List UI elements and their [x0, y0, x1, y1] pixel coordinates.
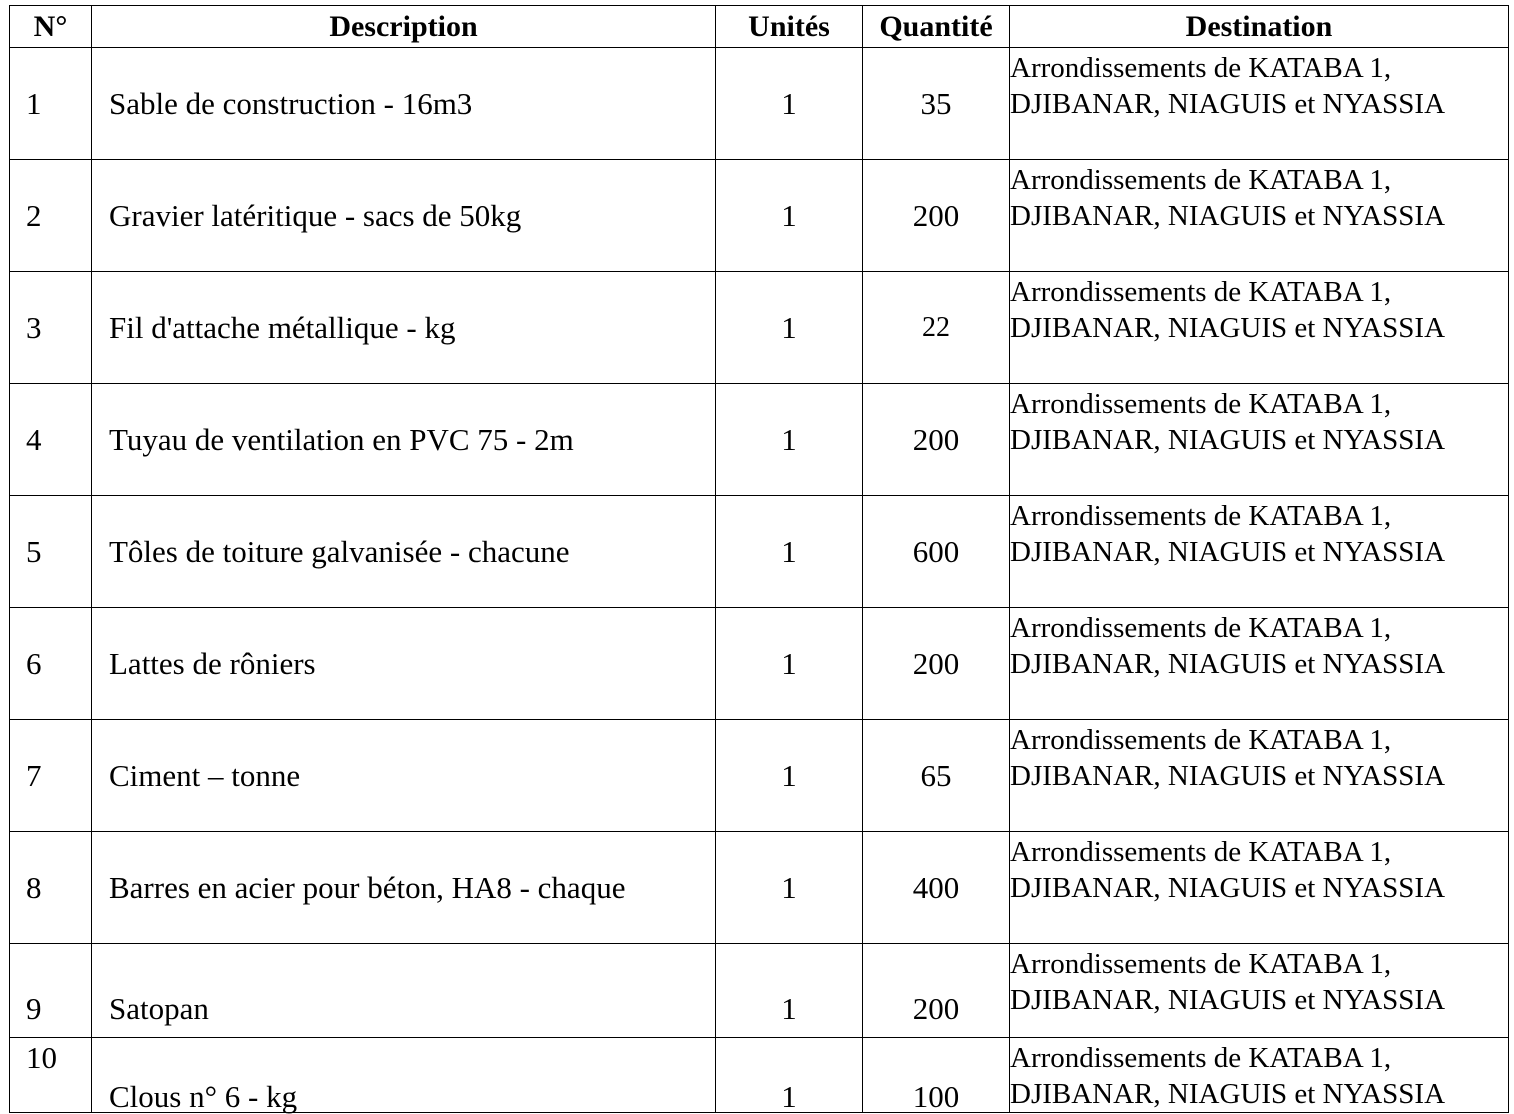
row-units: 1	[716, 272, 863, 384]
row-number: 8	[10, 832, 92, 944]
row-destination	[1010, 944, 1509, 1038]
row-units: 1	[716, 608, 863, 720]
table-row	[10, 496, 1509, 608]
row-quantity: 200	[863, 944, 1010, 1038]
row-description: Tôles de toiture galvanisée - chacune	[92, 496, 716, 608]
row-description: Satopan	[92, 944, 716, 1038]
row-destination	[1010, 496, 1509, 608]
table-row	[10, 48, 1509, 160]
row-destination	[1010, 832, 1509, 944]
row-quantity: 35	[863, 48, 1010, 160]
row-number: 3	[10, 272, 92, 384]
row-number: 10	[10, 1038, 92, 1113]
row-destination	[1010, 384, 1509, 496]
row-units: 1	[716, 160, 863, 272]
row-quantity: 200	[863, 608, 1010, 720]
header-units: Unités	[716, 6, 863, 48]
table-row	[10, 720, 1509, 832]
destination-line-2: DJIBANAR, NIAGUIS et NYASSIA	[1010, 88, 1446, 120]
row-destination	[1010, 272, 1509, 384]
row-quantity: 200	[863, 384, 1010, 496]
header-row	[10, 6, 1509, 48]
destination-line-2: DJIBANAR, NIAGUIS et NYASSIA	[1010, 648, 1446, 680]
row-units: 1	[716, 1038, 863, 1113]
row-description: Clous n° 6 - kg	[92, 1038, 716, 1113]
row-units: 1	[716, 832, 863, 944]
table-row	[10, 608, 1509, 720]
row-number: 6	[10, 608, 92, 720]
supplies-table	[9, 5, 1509, 1113]
row-destination	[1010, 160, 1509, 272]
table-row	[10, 272, 1509, 384]
table-row	[10, 1038, 1509, 1113]
row-units: 1	[716, 48, 863, 160]
destination-line-1: Arrondissements de KATABA 1,	[1010, 1042, 1392, 1074]
row-destination	[1010, 720, 1509, 832]
destination-line-2: DJIBANAR, NIAGUIS et NYASSIA	[1010, 200, 1446, 232]
destination-line-1: Arrondissements de KATABA 1,	[1010, 52, 1392, 84]
destination-line-2: DJIBANAR, NIAGUIS et NYASSIA	[1010, 312, 1446, 344]
row-units: 1	[716, 496, 863, 608]
row-number: 2	[10, 160, 92, 272]
destination-line-1: Arrondissements de KATABA 1,	[1010, 948, 1392, 980]
destination-line-1: Arrondissements de KATABA 1,	[1010, 164, 1392, 196]
destination-line-2: DJIBANAR, NIAGUIS et NYASSIA	[1010, 872, 1446, 904]
destination-line-1: Arrondissements de KATABA 1,	[1010, 388, 1392, 420]
header-description: Description	[92, 6, 716, 48]
row-quantity: 100	[863, 1038, 1010, 1113]
row-description: Fil d'attache métallique - kg	[92, 272, 716, 384]
row-description: Tuyau de ventilation en PVC 75 - 2m	[92, 384, 716, 496]
table-row	[10, 384, 1509, 496]
row-description: Sable de construction - 16m3	[92, 48, 716, 160]
row-number: 7	[10, 720, 92, 832]
row-quantity: 200	[863, 160, 1010, 272]
row-number: 9	[10, 944, 92, 1038]
row-quantity: 22	[863, 272, 1010, 384]
row-units: 1	[716, 720, 863, 832]
destination-line-1: Arrondissements de KATABA 1,	[1010, 500, 1392, 532]
destination-line-2: DJIBANAR, NIAGUIS et NYASSIA	[1010, 1078, 1446, 1110]
table-row	[10, 944, 1509, 1038]
row-destination	[1010, 48, 1509, 160]
row-description: Ciment – tonne	[92, 720, 716, 832]
row-destination	[1010, 608, 1509, 720]
table-row	[10, 160, 1509, 272]
destination-line-2: DJIBANAR, NIAGUIS et NYASSIA	[1010, 536, 1446, 568]
destination-line-1: Arrondissements de KATABA 1,	[1010, 612, 1392, 644]
row-number: 4	[10, 384, 92, 496]
row-quantity: 65	[863, 720, 1010, 832]
destination-line-1: Arrondissements de KATABA 1,	[1010, 724, 1392, 756]
row-units: 1	[716, 944, 863, 1038]
row-description: Gravier latéritique - sacs de 50kg	[92, 160, 716, 272]
row-quantity: 600	[863, 496, 1010, 608]
destination-line-1: Arrondissements de KATABA 1,	[1010, 836, 1392, 868]
destination-line-2: DJIBANAR, NIAGUIS et NYASSIA	[1010, 984, 1446, 1016]
row-destination	[1010, 1038, 1509, 1113]
row-units: 1	[716, 384, 863, 496]
row-description: Barres en acier pour béton, HA8 - chaque	[92, 832, 716, 944]
header-destination: Destination	[1010, 6, 1509, 48]
table-row	[10, 832, 1509, 944]
destination-line-2: DJIBANAR, NIAGUIS et NYASSIA	[1010, 424, 1446, 456]
header-quantity: Quantité	[863, 6, 1010, 48]
destination-line-1: Arrondissements de KATABA 1,	[1010, 276, 1392, 308]
header-no: N°	[10, 6, 92, 48]
row-quantity: 400	[863, 832, 1010, 944]
destination-line-2: DJIBANAR, NIAGUIS et NYASSIA	[1010, 760, 1446, 792]
row-number: 5	[10, 496, 92, 608]
row-description: Lattes de rôniers	[92, 608, 716, 720]
row-number: 1	[10, 48, 92, 160]
